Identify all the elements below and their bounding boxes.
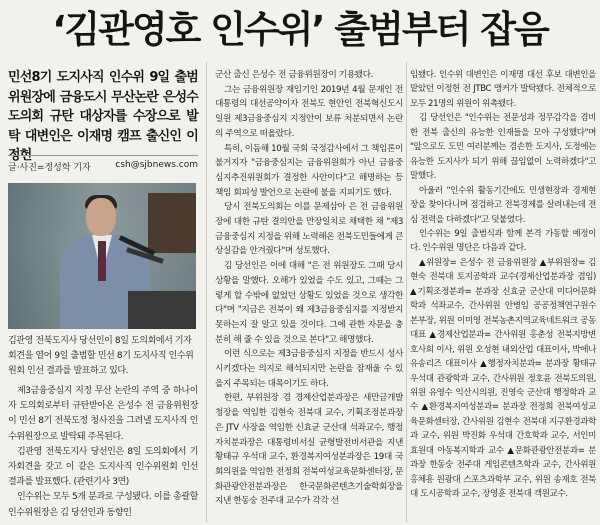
paragraph: 아울러 "인수위 활동기간에도 민생현장과 경제현장을 찾아다니며 점검하고 전북경제를 살려내는데 전심 전력을 다하겠다"고 덧붙였다. (410, 185, 596, 225)
article-column-2 (215, 68, 403, 509)
article-column-3 (410, 68, 596, 502)
news-photo (8, 183, 196, 329)
paragraph: 한편, 부위원장 겸 경제산업분과장은 새만금개발청장을 역임한 김현숙 전북대 교수, 기획조정분과장은 JTV 사장을 역임한 신효균 군산대 석좌교수, 행정자치분과장은 대통령비서실 균형발전비서관을 지낸 황태규 우석대 교수, 환경복지여성분과장은 19대 국회의원을 역임한 전정희 전북여성교육문화센터장, 문화관광안전분과장은 한국문화콘텐츠기술학회장을 지낸 한동숭 전주대 교수가 각각 선 (215, 393, 403, 507)
paragraph: 임됐다. 인수위 대변인은 이재명 대선 후보 대변인을 맡았던 이정헌 전 JTBC 앵커가 발탁됐다. 전체적으로 모두 21명의 위원이 위촉됐다. (410, 70, 596, 109)
column-divider (406, 62, 407, 522)
paragraph: 군산 출신 은성수 전 금융위원장이 기용됐다. (215, 70, 374, 80)
paragraph: 인수위는 9일 출범식과 함께 본격 가동할 예정이다. 인수위원 명단은 다음과 같다. (410, 228, 596, 254)
paragraph: 이런 식으로는 제3금융중심지 지정을 반드시 성사시키겠다는 의지로 해석되지만 논란을 잠재울 수 있을지 주목되는 대목이기도 하다. (215, 349, 403, 389)
article-column-1-bottom (8, 384, 198, 521)
paragraph: 인수위는 모두 5개 분과로 구성됐다. 이를 총괄할 인수위원장은 김 당선인과 동향인 (8, 492, 198, 518)
paragraph: 특히, 이듬해 10월 국회 국정감사에서 그 책임론이 불거지자 "금융중심지는 금융위원회가 아닌 금융중심지추진위원회가 결정한 사안이다"고 해명하는 등 책임 회피성 발언으로 논란에 불을 지피기도 했다. (215, 143, 403, 198)
paragraph: 제3금융중심지 지정 무산 논란의 주역 중 하나이자 도의회로부터 규탄받아온 은성수 전 금융위원장이 민선 8기 전북도정 청사진을 그려낼 도지사직 인수위원장으로 발탁돼 주목된다. (8, 386, 198, 442)
byline-author: 글·사진=정성학 기자 (8, 163, 91, 173)
byline-email: csh@sjbnews.com (115, 160, 198, 170)
photo-caption (8, 334, 198, 379)
paragraph: ▲위원장= 은성수 전 금융위원장 ▲부위원장= 김현숙 전북대 토지공학과 교수(경제산업분과장 겸임) ▲기획조정분과= 분과장 신효균 군산대 미디어문화학과 석좌교수, 간사위원 안병임 공공정책연구원수 본부장, 위원 이미영 전북농촌지역교육네트워크 공동대표 ▲경제산업분과= 간사위원 홍춘성 전북지방변호사회 이사, 위원 오성현 내외산업 대표이사, 박에나 유송리즈 대표이사 ▲행정자치분과= 분과장 황태규 우석대 관광학과 교수, 간사위원 정호윤 전북도의원, 위원 유영수 익산시의원, 진영숙 군산대 행정학과 교수 ▲환경복지여성분과= 분과장 전정희 전북여성교육문화센터장, 간사위원 김현수 전북대 지구환경과학과 교수, 위원 박진화 우석대 간호학과 교수, 서인미 효원대 아동복지학과 교수 ▲문화관광안전분과= 분과장 한동숭 전주대 게임콘텐츠학과 교수, 간사위원 홍체흥 원광대 스포츠과학부 교수, 위원 송재호 전북대 도시공학과 교수, 장영훈 전북대 객원교수. (410, 257, 596, 500)
lede-block (8, 68, 198, 166)
paragraph: 김 당선인은 "인수위는 전문성과 정무감각을 겸비한 전북 출신의 유능한 인재들을 모아 구성했다"며 "앞으로도 도민 여러분께는 겸손한 도지사, 도정에는 유능한 도지사가 되기 위해 끊임없이 노력하겠다"고 말했다. (410, 113, 596, 182)
paragraph: 그는 금융위원장 재임기인 2019년 4월 문재인 전 대통령의 대선공약이자 전북도 현안인 전북혁신도시 일원 제3금융중심지 지정안이 보류 처분되면서 논란의 주역으로 떠올랐다. (215, 84, 403, 139)
column-divider (206, 62, 207, 522)
paragraph: 김 당선인은 이에 대해 "은 전 위원장도 그때 당시 상황을 말했다. 오해가 있었을 수도 있고, 그때는 그렇게 할 수밖에 없었던 상황도 있었을 것으로 생각한다"며 "지금은 전북이 왜 제3금융중심지를 지정받지 못하는지 잘 알고 있을 것이다. 그에 관한 자문을 충분히 해 줄 수 있을 것으로 본다"고 해명했다. (215, 261, 403, 345)
caption-text: 김관영 전북도지사 당선인이 8일 도의회에서 기자회견을 열어 9일 출범할 민선 8기 도지사직 인수위원회 인선 결과를 발표하고 있다. (8, 336, 194, 376)
lede: 민선8기 도지사직 인수위 9일 출범 위원장에 금융도시 무산논란 은성수 도의회 규탄 대상자를 수장으로 발탁 대변인은 이재명 캠프 출신인 이정헌 (8, 70, 198, 163)
byline (8, 155, 198, 173)
headline: ‘김관영호 인수위’ 출범부터 잡음 (52, 8, 548, 51)
paragraph: 김관영 전북도지사 당선인은 8일 도의회에서 기자회견을 갖고 이 같은 도지사직 인수위원회 인선 결과를 발표했다. (관련기사 3면) (8, 446, 198, 488)
paragraph: 당시 전북도의회는 이를 문제삼아 은 전 금융위원장에 대한 규탄 결의안을 만장일치로 채택한 채 "제3금융중심지 지정을 위해 노력해온 전북도민들에게 큰 상실감을 안겨줬다"며 성토했다. (215, 202, 403, 257)
